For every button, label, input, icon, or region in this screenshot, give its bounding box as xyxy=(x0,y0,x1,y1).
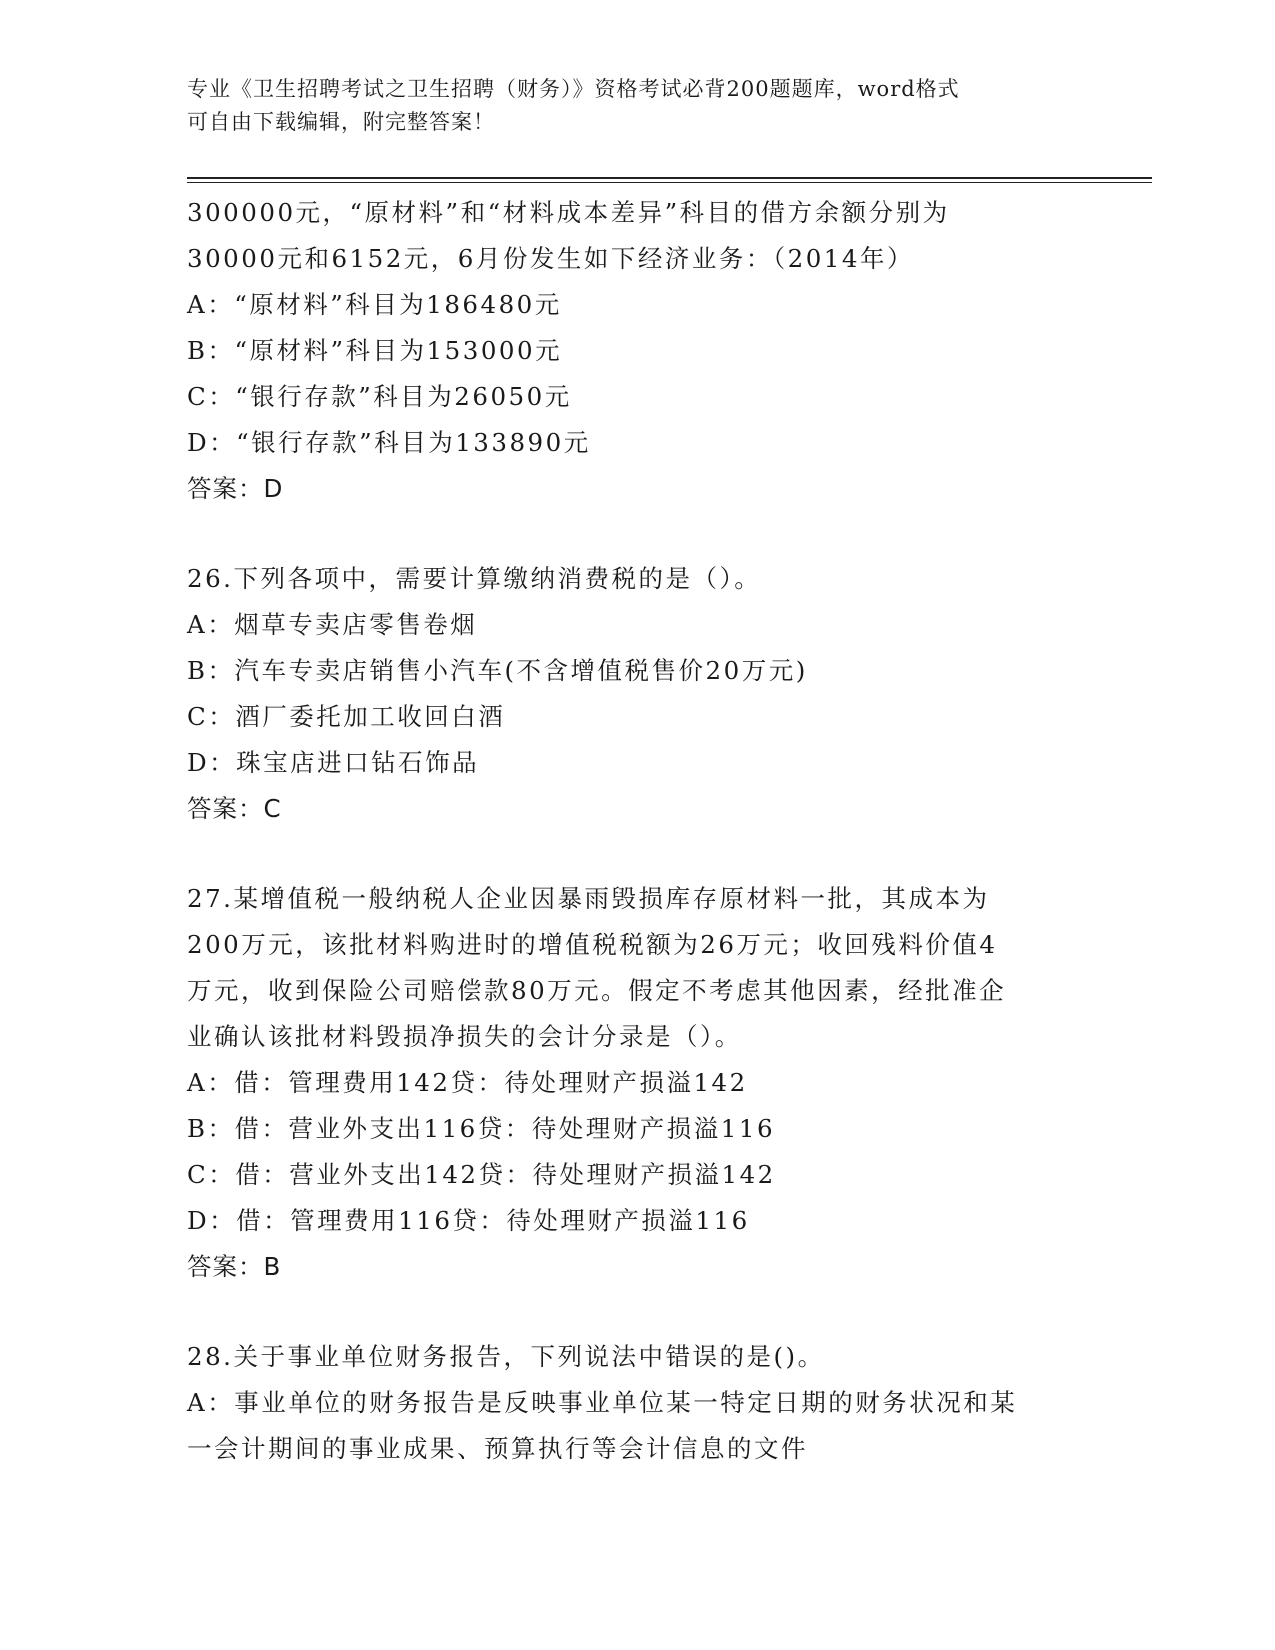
question-text-line: 万元，收到保险公司赔偿款80万元。假定不考虑其他因素，经批准企 xyxy=(187,976,1007,1005)
header-title-line-2: 可自由下载编辑，附完整答案！ xyxy=(187,110,495,134)
option-c: C：借：营业外支出142贷：待处理财产损溢142 xyxy=(187,1160,776,1189)
question-27 xyxy=(187,876,1067,1290)
question-text-line: 300000元，“原材料”和“材料成本差异”科目的借方余额分别为 xyxy=(187,198,950,227)
question-spacer xyxy=(187,512,1067,556)
header-title-line-1: 专业《卫生招聘考试之卫生招聘（财务）》资格考试必背200题题库，word格式 xyxy=(187,77,960,101)
option-b: B：“原材料”科目为153000元 xyxy=(187,336,563,365)
answer-text: 答案：D xyxy=(187,474,284,503)
option-d: D：“银行存款”科目为133890元 xyxy=(187,428,591,457)
option-d: D：珠宝店进口钻石饰品 xyxy=(187,748,480,777)
question-text-line: 28.关于事业单位财务报告，下列说法中错误的是()。 xyxy=(187,1342,825,1371)
option-d: D：借：管理费用116贷：待处理财产损溢116 xyxy=(187,1206,750,1235)
question-28 xyxy=(187,1334,1067,1472)
option-c: C：“银行存款”科目为26050元 xyxy=(187,382,572,411)
answer-text: 答案：B xyxy=(187,1252,282,1281)
document-header xyxy=(187,73,1067,139)
header-divider-thick xyxy=(187,177,1152,179)
question-text-line: 26.下列各项中，需要计算缴纳消费税的是（）。 xyxy=(187,564,762,593)
question-text-line: 30000元和6152元，6月份发生如下经济业务：（2014年） xyxy=(187,244,914,273)
answer-text: 答案：C xyxy=(187,794,282,823)
option-a: A：事业单位的财务报告是反映事业单位某一特定日期的财务状况和某 xyxy=(187,1388,1018,1417)
option-c: C：酒厂委托加工收回白酒 xyxy=(187,702,506,731)
question-text-line: 27.某增值税一般纳税人企业因暴雨毁损库存原材料一批，其成本为 xyxy=(187,884,990,913)
question-text-line: 业确认该批材料毁损净损失的会计分录是（）。 xyxy=(187,1022,742,1051)
question-text-line: 200万元，该批材料购进时的增值税税额为26万元；收回残料价值4 xyxy=(187,930,998,959)
option-a-continued: 一会计期间的事业成果、预算执行等会计信息的文件 xyxy=(187,1434,808,1463)
header-divider-thin xyxy=(187,182,1152,183)
question-content xyxy=(187,190,1067,1472)
option-b: B：借：营业外支出116贷：待处理财产损溢116 xyxy=(187,1114,776,1143)
question-spacer xyxy=(187,1290,1067,1334)
option-a: A：借：管理费用142贷：待处理财产损溢142 xyxy=(187,1068,748,1097)
option-a: A：烟草专卖店零售卷烟 xyxy=(187,610,478,639)
option-a: A：“原材料”科目为186480元 xyxy=(187,290,562,319)
question-spacer xyxy=(187,832,1067,876)
question-26 xyxy=(187,556,1067,832)
question-25 xyxy=(187,190,1067,512)
option-b: B：汽车专卖店销售小汽车(不含增值税售价20万元) xyxy=(187,656,808,685)
